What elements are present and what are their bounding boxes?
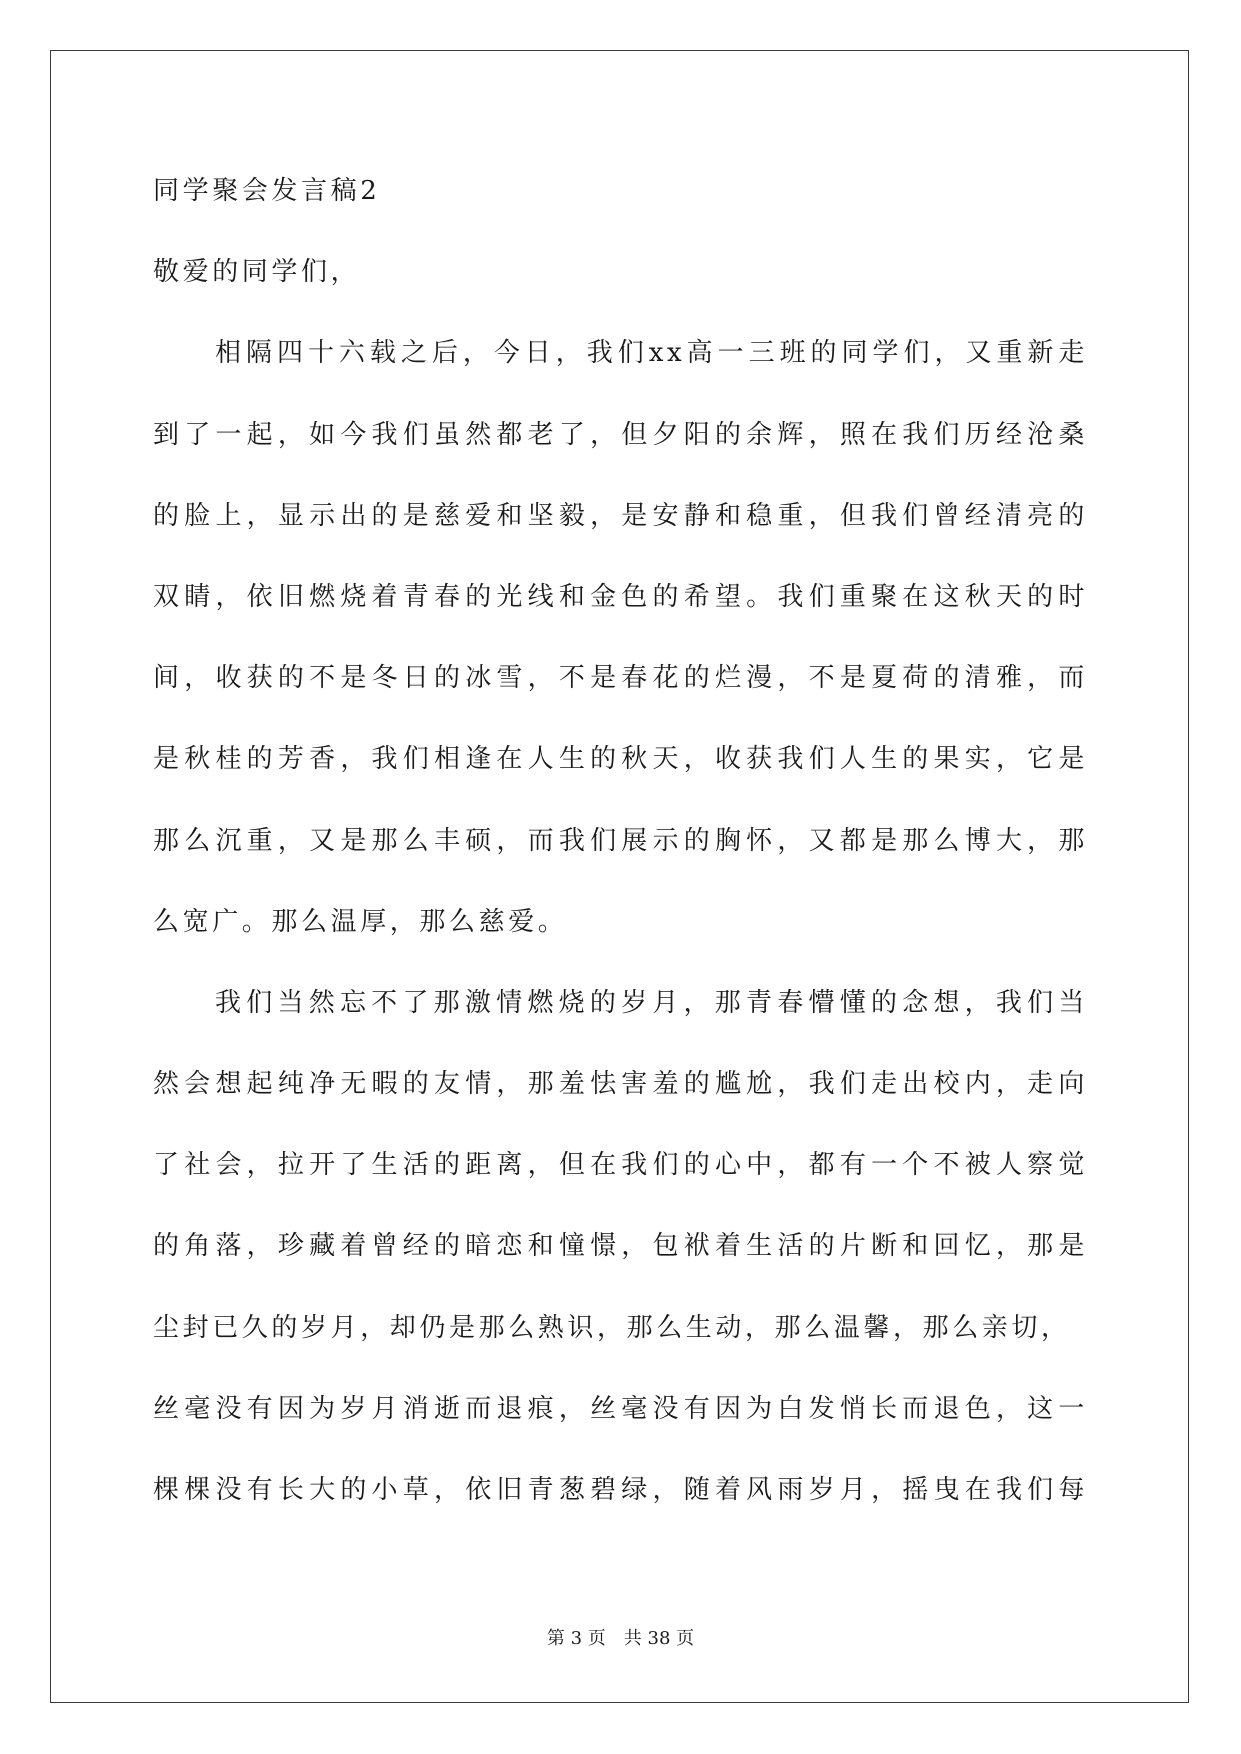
paragraph-line: 间，收获的不是冬日的冰雪，不是春花的烂漫，不是夏荷的清雅，而	[153, 663, 1088, 694]
document-body	[153, 151, 1088, 1531]
paragraph-line: 的脸上，显示出的是慈爱和坚毅，是安静和稳重，但我们曾经清亮的	[153, 500, 1088, 531]
paragraph-line: 棵棵没有长大的小草，依旧青葱碧绿，随着风雨岁月，摇曳在我们每	[153, 1475, 1088, 1505]
paragraph-line: 双睛，依旧燃烧着青春的光线和金色的希望。我们重聚在这秋天的时	[153, 581, 1088, 612]
paragraph-line: 我们当然忘不了那激情燃烧的岁月，那青春懵懂的念想，我们当	[215, 987, 1088, 1018]
paragraph-line: 么宽广。那么温厚，那么慈爱。	[153, 906, 568, 937]
paragraph-line: 的角落，珍藏着曾经的暗恋和憧憬，包袱着生活的片断和回忆，那是	[153, 1231, 1088, 1262]
paragraph-line: 然会想起纯净无暇的友情，那羞怯害羞的尴尬，我们走出校内，走向	[153, 1069, 1088, 1100]
paragraph	[153, 313, 1088, 963]
document-title: 同学聚会发言稿2	[153, 176, 381, 206]
greeting: 敬爱的同学们，	[153, 257, 361, 288]
paragraph-line: 尘封已久的岁月，却仍是那么熟识，那么生动，那么温馨，那么亲切，	[153, 1312, 1071, 1343]
paragraph	[153, 963, 1088, 1531]
paragraph-line: 丝毫没有因为岁月消逝而退痕，丝毫没有因为白发悄长而退色，这一	[153, 1393, 1088, 1424]
paragraph-line: 那么沉重，又是那么丰硕，而我们展示的胸怀，又都是那么博大，那	[153, 825, 1088, 856]
paragraph-line: 到了一起，如今我们虽然都老了，但夕阳的余辉，照在我们历经沧桑	[153, 419, 1088, 450]
paragraph-line: 是秋桂的芳香，我们相逢在人生的秋天，收获我们人生的果实，它是	[153, 744, 1088, 775]
paragraph-line: 相隔四十六载之后，今日，我们xx高一三班的同学们，又重新走	[215, 338, 1088, 369]
page-footer	[0, 1626, 1241, 1652]
paragraph-line: 了社会，拉开了生活的距离，但在我们的心中，都有一个不被人察觉	[153, 1150, 1088, 1181]
page-number: 第 3 页	[546, 1628, 606, 1649]
page-total: 共 38 页	[623, 1628, 695, 1649]
